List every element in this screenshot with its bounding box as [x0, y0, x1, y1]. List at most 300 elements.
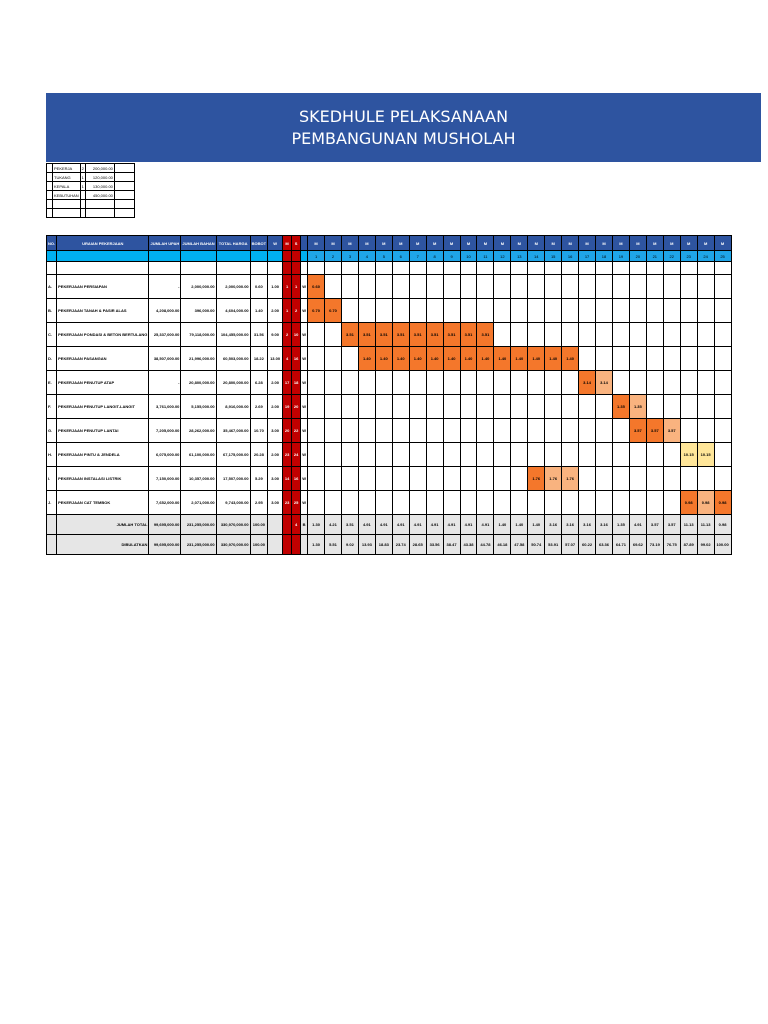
- task-duration: 1.00: [268, 275, 283, 299]
- gantt-empty-cell: [325, 347, 342, 371]
- gantt-empty-cell: [596, 419, 613, 443]
- task-start-week: 1: [283, 275, 292, 299]
- header-week-letter: M: [663, 236, 680, 251]
- gantt-empty-cell: [358, 467, 375, 491]
- gantt-empty-cell: [596, 347, 613, 371]
- task-mark: W: [301, 371, 308, 395]
- header-gap: [301, 236, 308, 251]
- gantt-bar-cell: 1.40: [545, 347, 562, 371]
- gantt-empty-cell: [358, 275, 375, 299]
- week-row-blank: [250, 251, 267, 262]
- cum-mark: [301, 535, 308, 555]
- task-bahan: 5,155,000.00: [181, 395, 216, 419]
- gantt-empty-cell: [511, 323, 528, 347]
- gantt-empty-cell: [358, 491, 375, 515]
- gantt-empty-cell: [375, 395, 392, 419]
- gantt-bar-cell: 0.98: [697, 491, 714, 515]
- gantt-empty-cell: [612, 323, 629, 347]
- spacer-cell: [392, 262, 409, 275]
- gantt-empty-cell: [596, 443, 613, 467]
- week-number: 15: [545, 251, 562, 262]
- gantt-empty-cell: [443, 395, 460, 419]
- gantt-empty-cell: [375, 443, 392, 467]
- task-end-week: 25: [292, 491, 301, 515]
- gantt-bar-cell: 3.51: [358, 323, 375, 347]
- task-start-week: 1: [283, 299, 292, 323]
- gantt-empty-cell: [714, 395, 731, 419]
- gantt-empty-cell: [545, 419, 562, 443]
- spacer-cell: [460, 262, 477, 275]
- gantt-bar-cell: 1.76: [545, 467, 562, 491]
- gantt-empty-cell: [697, 371, 714, 395]
- spacer-cell: [477, 262, 494, 275]
- task-row: [47, 443, 732, 467]
- header-week-letter: M: [308, 236, 325, 251]
- weekly-weight: 4.91: [409, 515, 426, 535]
- gantt-empty-cell: [579, 275, 596, 299]
- gantt-empty-cell: [579, 299, 596, 323]
- spacer-cell: [375, 262, 392, 275]
- weekly-weight: 11.13: [697, 515, 714, 535]
- task-duration: 2.00: [268, 443, 283, 467]
- header-s: S: [292, 236, 301, 251]
- gantt-empty-cell: [562, 371, 579, 395]
- gantt-empty-cell: [545, 371, 562, 395]
- wage-role: KEBUTUHAN: [54, 192, 79, 198]
- gantt-empty-cell: [409, 443, 426, 467]
- week-row-blank: [47, 251, 57, 262]
- weekly-weight: 3.57: [646, 515, 663, 535]
- task-duration: 3.00: [268, 467, 283, 491]
- gantt-empty-cell: [426, 395, 443, 419]
- gantt-empty-cell: [579, 467, 596, 491]
- spacer-cell: [528, 262, 545, 275]
- cumulative-weight: 47.58: [511, 535, 528, 555]
- total-s: 4: [292, 515, 301, 535]
- gantt-empty-cell: [697, 323, 714, 347]
- gantt-bar-cell: 1.76: [562, 467, 579, 491]
- task-name: PEKERJAAN PENUTUP LANGIT-LANGIT: [57, 395, 149, 419]
- task-bahan: 20,800,000.00: [181, 371, 216, 395]
- task-total: 2,000,000.00: [216, 275, 250, 299]
- spacer-cell: [292, 262, 301, 275]
- gantt-empty-cell: [460, 443, 477, 467]
- cum-upah: 99,695,000.00: [149, 535, 181, 555]
- header-week-letter: M: [680, 236, 697, 251]
- gantt-empty-cell: [697, 395, 714, 419]
- cumulative-weight: 13.93: [358, 535, 375, 555]
- gantt-empty-cell: [545, 275, 562, 299]
- spacer-cell: [283, 262, 292, 275]
- week-number: 24: [697, 251, 714, 262]
- weekly-weight: 4.91: [443, 515, 460, 535]
- gantt-empty-cell: [358, 299, 375, 323]
- cumulative-weight: 99.02: [697, 535, 714, 555]
- gantt-empty-cell: [629, 467, 646, 491]
- weekly-weight: 4.91: [375, 515, 392, 535]
- task-row: [47, 323, 732, 347]
- task-name: PEKERJAAN PASANGAN: [57, 347, 149, 371]
- gantt-empty-cell: [528, 395, 545, 419]
- spacer-cell: [250, 262, 267, 275]
- task-end-week: 1: [292, 275, 301, 299]
- spacer-cell: [562, 262, 579, 275]
- spacer-cell: [47, 262, 57, 275]
- gantt-bar-cell: 1.40: [392, 347, 409, 371]
- gantt-empty-cell: [409, 275, 426, 299]
- gantt-bar-cell: 3.14: [579, 371, 596, 395]
- task-no: A.: [47, 275, 57, 299]
- week-row-gap: [301, 251, 308, 262]
- spacer-cell: [443, 262, 460, 275]
- gantt-empty-cell: [528, 491, 545, 515]
- cum-bobot: 100.00: [250, 535, 267, 555]
- task-duration: 2.00: [268, 299, 283, 323]
- weekly-weight: 4.91: [477, 515, 494, 535]
- gantt-empty-cell: [663, 323, 680, 347]
- gantt-empty-cell: [612, 491, 629, 515]
- wage-extra: [114, 209, 134, 218]
- gantt-empty-cell: [579, 347, 596, 371]
- spacer-cell: [646, 262, 663, 275]
- task-mark: W: [301, 467, 308, 491]
- gantt-empty-cell: [596, 323, 613, 347]
- week-number: 17: [579, 251, 596, 262]
- header-bobot: BOBOT: [250, 236, 267, 251]
- gantt-empty-cell: [680, 299, 697, 323]
- gantt-empty-cell: [528, 275, 545, 299]
- gantt-bar-cell: 1.40: [511, 347, 528, 371]
- header-week-letter: M: [646, 236, 663, 251]
- week-number: 18: [596, 251, 613, 262]
- gantt-empty-cell: [663, 299, 680, 323]
- gantt-empty-cell: [409, 491, 426, 515]
- wage-extra: [114, 200, 134, 209]
- wage-amount: 130,000.00: [85, 182, 114, 191]
- header-week-letter: M: [426, 236, 443, 251]
- task-upah: 4,208,000.00: [149, 299, 181, 323]
- gantt-empty-cell: [494, 323, 511, 347]
- header-week-letter: M: [409, 236, 426, 251]
- gantt-empty-cell: [443, 275, 460, 299]
- cumulative-weight: 73.19: [646, 535, 663, 555]
- task-bahan: 28,262,000.00: [181, 419, 216, 443]
- gantt-bar-cell: 3.51: [460, 323, 477, 347]
- task-upah: 7,205,000.00: [149, 419, 181, 443]
- task-row: [47, 347, 732, 371]
- gantt-empty-cell: [477, 299, 494, 323]
- gantt-empty-cell: [697, 299, 714, 323]
- gantt-empty-cell: [426, 275, 443, 299]
- cumulative-weight: 28.65: [409, 535, 426, 555]
- gantt-empty-cell: [460, 491, 477, 515]
- gantt-empty-cell: [562, 491, 579, 515]
- gantt-empty-cell: [646, 347, 663, 371]
- gantt-empty-cell: [443, 491, 460, 515]
- cumulative-weight: 18.83: [375, 535, 392, 555]
- gantt-empty-cell: [545, 443, 562, 467]
- spacer-cell: [341, 262, 358, 275]
- weekly-weight: 1.40: [528, 515, 545, 535]
- task-total: 20,800,000.00: [216, 371, 250, 395]
- weekly-weight: 4.91: [426, 515, 443, 535]
- total-label: JUMLAH TOTAL: [57, 515, 149, 535]
- gantt-empty-cell: [714, 443, 731, 467]
- gantt-empty-cell: [629, 347, 646, 371]
- task-mark: W: [301, 443, 308, 467]
- cumulative-weight: 9.02: [341, 535, 358, 555]
- cumulative-weight: 53.91: [545, 535, 562, 555]
- gantt-bar-cell: 3.51: [375, 323, 392, 347]
- task-start-week: 23: [283, 491, 292, 515]
- weekly-weight: 4.91: [358, 515, 375, 535]
- gantt-empty-cell: [612, 347, 629, 371]
- gantt-empty-cell: [341, 395, 358, 419]
- task-name: PEKERJAAN PERSIAPAN: [57, 275, 149, 299]
- spacer-cell: [714, 262, 731, 275]
- total-mark: B: [301, 515, 308, 535]
- week-row-s: [292, 251, 301, 262]
- gantt-empty-cell: [375, 371, 392, 395]
- gantt-empty-cell: [494, 275, 511, 299]
- task-upah: 38,507,000.00: [149, 347, 181, 371]
- task-bahan: 61,100,000.00: [181, 443, 216, 467]
- cum-label: DIBULATKAN: [57, 535, 149, 555]
- weekly-weight: 1.30: [308, 515, 325, 535]
- gantt-empty-cell: [494, 419, 511, 443]
- gantt-empty-cell: [562, 419, 579, 443]
- cumulative-weight: 1.30: [308, 535, 325, 555]
- gantt-empty-cell: [528, 323, 545, 347]
- gantt-empty-cell: [409, 395, 426, 419]
- task-no: J.: [47, 491, 57, 515]
- header-week-letter: M: [494, 236, 511, 251]
- task-name: PEKERJAAN INSTALASI LISTRIK: [57, 467, 149, 491]
- weekly-weight: 0.98: [714, 515, 731, 535]
- task-mark: W: [301, 323, 308, 347]
- task-bahan: 10,357,000.00: [181, 467, 216, 491]
- gantt-empty-cell: [477, 275, 494, 299]
- gantt-empty-cell: [358, 395, 375, 419]
- gantt-empty-cell: [477, 491, 494, 515]
- gantt-empty-cell: [375, 419, 392, 443]
- cumulative-row: [47, 535, 732, 555]
- gantt-empty-cell: [545, 491, 562, 515]
- header-total: TOTAL HARGA: [216, 236, 250, 251]
- spacer-cell: [426, 262, 443, 275]
- cumulative-weight: 43.38: [460, 535, 477, 555]
- weekly-weight: 1.40: [511, 515, 528, 535]
- gantt-empty-cell: [460, 395, 477, 419]
- task-bobot: 1.40: [250, 299, 267, 323]
- gantt-empty-cell: [528, 371, 545, 395]
- gantt-empty-cell: [443, 299, 460, 323]
- task-start-week: 19: [283, 395, 292, 419]
- gantt-empty-cell: [629, 299, 646, 323]
- gantt-empty-cell: [409, 467, 426, 491]
- gantt-empty-cell: [477, 371, 494, 395]
- task-no: G.: [47, 419, 57, 443]
- gantt-empty-cell: [443, 467, 460, 491]
- gantt-empty-cell: [697, 275, 714, 299]
- gantt-empty-cell: [494, 443, 511, 467]
- gantt-empty-cell: [308, 323, 325, 347]
- task-bobot: 31.56: [250, 323, 267, 347]
- total-w: [268, 515, 283, 535]
- weekly-weight: 3.16: [579, 515, 596, 535]
- task-mark: W: [301, 299, 308, 323]
- gantt-empty-cell: [612, 299, 629, 323]
- gantt-empty-cell: [680, 275, 697, 299]
- gantt-empty-cell: [460, 299, 477, 323]
- gantt-empty-cell: [392, 467, 409, 491]
- gantt-empty-cell: [612, 419, 629, 443]
- gantt-empty-cell: [680, 347, 697, 371]
- gantt-bar-cell: 1.40: [375, 347, 392, 371]
- wage-role: KEPALA: [53, 182, 81, 191]
- spacer-cell: [663, 262, 680, 275]
- gantt-bar-cell: 3.51: [409, 323, 426, 347]
- gantt-empty-cell: [511, 443, 528, 467]
- gantt-empty-cell: [579, 443, 596, 467]
- wage-qty: 1: [81, 183, 84, 189]
- gantt-empty-cell: [392, 443, 409, 467]
- week-row-blank: [181, 251, 216, 262]
- header-week-letter: M: [392, 236, 409, 251]
- total-upah: 99,695,000.00: [149, 515, 181, 535]
- task-start-week: 4: [283, 347, 292, 371]
- gantt-empty-cell: [341, 419, 358, 443]
- week-row-blank: [57, 251, 149, 262]
- gantt-empty-cell: [680, 395, 697, 419]
- gantt-bar-cell: 1.40: [426, 347, 443, 371]
- gantt-bar-cell: 3.51: [426, 323, 443, 347]
- gantt-empty-cell: [511, 419, 528, 443]
- task-no: F.: [47, 395, 57, 419]
- wage-role: [53, 200, 81, 209]
- gantt-empty-cell: [714, 347, 731, 371]
- gantt-empty-cell: [443, 443, 460, 467]
- gantt-empty-cell: [596, 299, 613, 323]
- header-week-letter: M: [358, 236, 375, 251]
- task-name: PEKERJAAN CAT TEMBOK: [57, 491, 149, 515]
- gantt-empty-cell: [596, 395, 613, 419]
- spacer-cell: [629, 262, 646, 275]
- header-week-letter: M: [629, 236, 646, 251]
- cumulative-weight: 76.75: [663, 535, 680, 555]
- wage-row: [47, 173, 135, 182]
- gantt-bar-cell: 3.51: [341, 323, 358, 347]
- week-number: 25: [714, 251, 731, 262]
- cumulative-weight: 23.74: [392, 535, 409, 555]
- wage-extra: [114, 173, 134, 182]
- gantt-bar-cell: 1.40: [409, 347, 426, 371]
- task-start-week: 14: [283, 467, 292, 491]
- spacer-cell: [545, 262, 562, 275]
- week-number: 12: [494, 251, 511, 262]
- wage-qty: 2: [81, 165, 84, 171]
- gantt-empty-cell: [308, 371, 325, 395]
- task-bobot: 0.60: [250, 275, 267, 299]
- gantt-empty-cell: [460, 371, 477, 395]
- week-number: 16: [562, 251, 579, 262]
- task-duration: 2.00: [268, 371, 283, 395]
- gantt-empty-cell: [680, 371, 697, 395]
- spacer-cell: [57, 262, 149, 275]
- wage-row: [47, 164, 135, 173]
- weekly-weight: 1.40: [494, 515, 511, 535]
- gantt-bar-cell: 1.40: [477, 347, 494, 371]
- gantt-empty-cell: [680, 323, 697, 347]
- week-number: 22: [663, 251, 680, 262]
- gantt-empty-cell: [663, 467, 680, 491]
- gantt-empty-cell: [341, 443, 358, 467]
- cum-total: 330,970,000.00: [216, 535, 250, 555]
- cumulative-weight: 44.78: [477, 535, 494, 555]
- gantt-empty-cell: [646, 371, 663, 395]
- gantt-bar-cell: 3.51: [477, 323, 494, 347]
- gantt-empty-cell: [528, 419, 545, 443]
- gantt-empty-cell: [528, 299, 545, 323]
- task-bobot: 5.29: [250, 467, 267, 491]
- task-total: 104,455,000.00: [216, 323, 250, 347]
- gantt-empty-cell: [341, 275, 358, 299]
- task-end-week: 16: [292, 467, 301, 491]
- cum-bahan: 231,255,000.00: [181, 535, 216, 555]
- gantt-bar-cell: 1.35: [629, 395, 646, 419]
- cumulative-weight: 60.22: [579, 535, 596, 555]
- gantt-empty-cell: [663, 443, 680, 467]
- task-name: PEKERJAAN PENUTUP LANTAI: [57, 419, 149, 443]
- header-week-letter: M: [528, 236, 545, 251]
- cumulative-weight: 33.56: [426, 535, 443, 555]
- weekly-weight: 3.16: [596, 515, 613, 535]
- spacer-cell: [511, 262, 528, 275]
- gantt-empty-cell: [341, 371, 358, 395]
- task-name: PEKERJAAN PINTU & JENDELA: [57, 443, 149, 467]
- task-total: 35,467,000.00: [216, 419, 250, 443]
- gantt-empty-cell: [646, 395, 663, 419]
- task-upah: -: [149, 371, 181, 395]
- header-m: M: [283, 236, 292, 251]
- gantt-empty-cell: [358, 419, 375, 443]
- task-row: [47, 395, 732, 419]
- gantt-empty-cell: [511, 491, 528, 515]
- gantt-empty-cell: [579, 395, 596, 419]
- cum-w: [268, 535, 283, 555]
- gantt-empty-cell: [511, 275, 528, 299]
- week-number: 9: [443, 251, 460, 262]
- gantt-bar-cell: 0.70: [308, 299, 325, 323]
- week-number: 7: [409, 251, 426, 262]
- gantt-empty-cell: [511, 371, 528, 395]
- gantt-empty-cell: [714, 323, 731, 347]
- header-upah: JUMLAH UPAH: [149, 236, 181, 251]
- spacer-cell: [216, 262, 250, 275]
- gantt-empty-cell: [375, 467, 392, 491]
- wage-qty: 1: [81, 174, 84, 180]
- gantt-empty-cell: [714, 299, 731, 323]
- gantt-empty-cell: [375, 491, 392, 515]
- weekly-weight: 3.16: [545, 515, 562, 535]
- gantt-empty-cell: [562, 323, 579, 347]
- task-bobot: 20.28: [250, 443, 267, 467]
- weekly-weight: 4.21: [325, 515, 342, 535]
- gantt-empty-cell: [545, 299, 562, 323]
- gantt-empty-cell: [341, 467, 358, 491]
- gantt-bar-cell: 10.15: [697, 443, 714, 467]
- gantt-empty-cell: [325, 371, 342, 395]
